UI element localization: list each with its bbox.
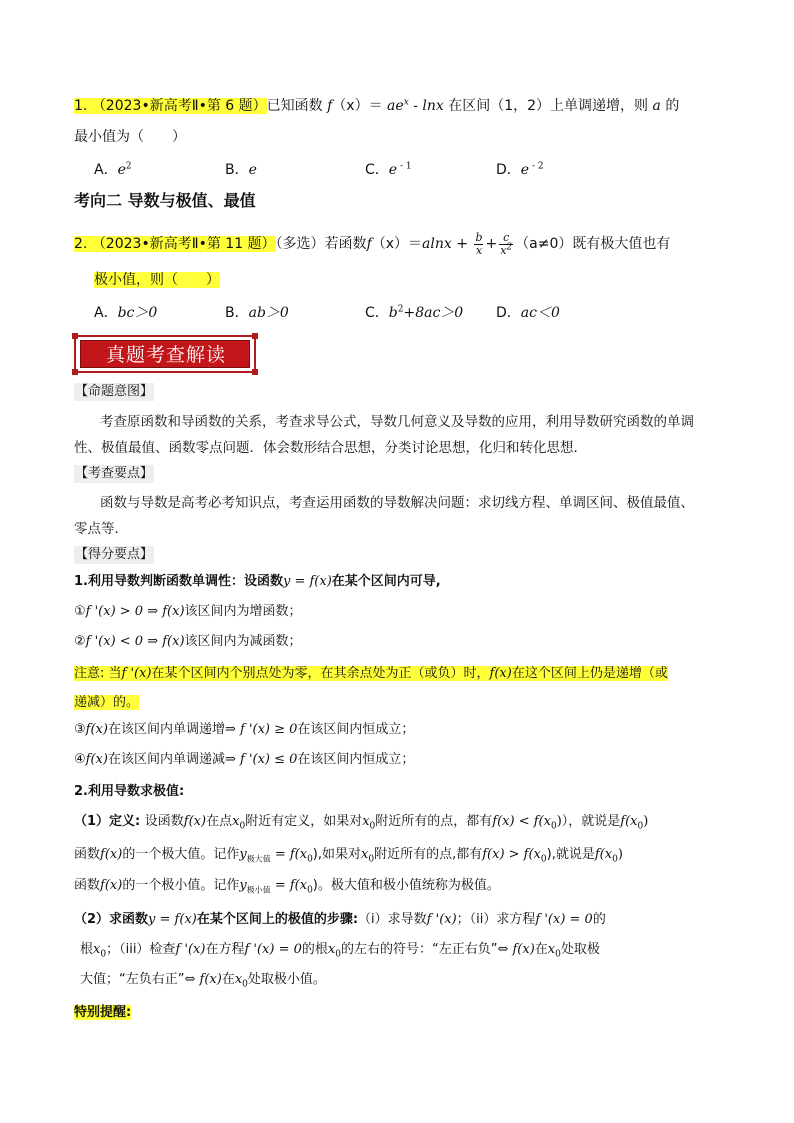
steps-line-1: （2）求函数y = f(x)在某个区间上的极值的步骤:（i）求导数f '(x)；（ii）求方程f '(x) = 0的 bbox=[74, 912, 606, 927]
q2-option-d: D．ac＜0 bbox=[496, 305, 560, 321]
question-2-source: 2. （2023•新高考Ⅱ•第 11 题） bbox=[74, 236, 276, 252]
question-2-line-1: 2. （2023•新高考Ⅱ•第 11 题）（多选）若函数f（x）＝alnx + $\frac{b}{x}$ + $\frac{c}{x^2}$ （a≠0）既有极大值也有 bbox=[74, 230, 671, 257]
question-1-line-1: 1. （2023•新高考Ⅱ•第 6 题）已知函数 $f(x)= ae^x - \ln x$ 在区间（1，2）上单调递增，则 a 的 bbox=[74, 97, 680, 114]
monotonicity-heading: 1.利用导数判断函数单调性：设函数y = f(x)在某个区间内可导, bbox=[74, 574, 441, 589]
steps-line-2: 根$x_0$；（iii）检查f '(x)在方程f '(x) = 0的根$x_0$的左右的符号：“左正右负”⇔ f(x)在$x_0$处取极 bbox=[80, 942, 600, 960]
monotonicity-item-4: ④f(x)在该区间内单调递减⇒ f '(x) ≤ 0在该区间内恒成立； bbox=[74, 752, 415, 767]
question-1-source: 1. （2023•新高考Ⅱ•第 6 题） bbox=[74, 98, 267, 114]
intent-line-1: 考查原函数和导函数的关系，考查求导公式，导数几何意义及导数的应用，利用导数研究函数的单调 bbox=[100, 414, 694, 430]
monotonicity-note-line-2: 递减）的。 bbox=[74, 695, 140, 710]
question-1-line-2: 最小值为（ ） bbox=[74, 129, 186, 145]
banner-fill bbox=[80, 340, 250, 368]
definition-line-2: 函数f(x)的一个极大值。记作$y_{极大值} = f(x_0)$,如果对$x_0$附近所有的点,都有$f(x) > f(x_0)$,就说是$f(x_0)$ bbox=[74, 847, 623, 865]
q1-option-a: A．$e^2$ bbox=[94, 161, 132, 178]
q1-option-c: C．e $^{- 1}$ bbox=[365, 161, 412, 178]
section-banner bbox=[74, 335, 256, 373]
banner-corner bbox=[252, 333, 258, 339]
fraction-c-over-x2: $\frac{c}{x^2}$ bbox=[500, 230, 513, 257]
banner-corner bbox=[72, 333, 78, 339]
intent-line-2: 性、极值最值、函数零点问题．体会数形结合思想，分类讨论思想，化归和转化思想． bbox=[74, 440, 587, 456]
definition-line-1: （1）定义: 设函数f(x)在点$x_0$附近有定义，如果对$x_0$附近所有的点，都有$f(x) < f(x_0)$），就说是$f(x_0)$ bbox=[74, 814, 649, 832]
q2-option-a: A．bc＞0 bbox=[94, 305, 158, 321]
tag-scoring-points: 【得分要点】 bbox=[75, 547, 154, 562]
definition-line-3: 函数f(x)的一个极小值。记作$y_{极小值} = f(x_0)$。极大值和极小值统称为极值。 bbox=[74, 878, 500, 896]
monotonicity-item-1: ①f '(x) > 0 ⇒ f(x)该区间内为增函数； bbox=[74, 604, 302, 619]
q2-option-b: B．ab＞0 bbox=[225, 305, 289, 321]
monotonicity-note-line-1: 注意: 当f '(x)在某个区间内个别点处为零，在其余点处为正（或负）时，f(x)在这个区间上仍是递增（或 bbox=[74, 666, 668, 681]
q1-option-d: D．e $^{- 2}$ bbox=[496, 161, 544, 178]
key-points-line-2: 零点等． bbox=[74, 521, 128, 537]
question-2-line-2: 极小值，则（ ） bbox=[94, 272, 220, 288]
banner-title: 真题考查解读 bbox=[105, 344, 226, 366]
tag-intent: 【命题意图】 bbox=[75, 384, 154, 399]
key-points-line-1: 函数与导数是高考必考知识点，考查运用函数的导数解决问题：求切线方程、单调区间、极值最值、 bbox=[100, 495, 694, 511]
monotonicity-item-3: ③f(x)在该区间内单调递增⇒ f '(x) ≥ 0在该区间内恒成立； bbox=[74, 722, 415, 737]
q1-option-b: B．e bbox=[225, 162, 257, 178]
q2-option-c: C．$b^2+8ac>0$ bbox=[365, 304, 464, 321]
steps-line-3: 大值；“左负右正”⇔ f(x)在$x_0$处取极小值。 bbox=[80, 972, 326, 990]
special-reminder: 特别提醒: bbox=[74, 1005, 132, 1020]
extremum-heading: 2.利用导数求极值: bbox=[74, 784, 185, 799]
banner-corner bbox=[72, 369, 78, 375]
section-heading: 考向二 导数与极值、最值 bbox=[74, 191, 256, 210]
tag-key-points: 【考查要点】 bbox=[75, 466, 154, 481]
fraction-b-over-x: $\frac{b}{x}$ bbox=[475, 230, 483, 257]
banner-corner bbox=[252, 369, 258, 375]
monotonicity-item-2: ②f '(x) < 0 ⇒ f(x)该区间内为减函数； bbox=[74, 634, 302, 649]
